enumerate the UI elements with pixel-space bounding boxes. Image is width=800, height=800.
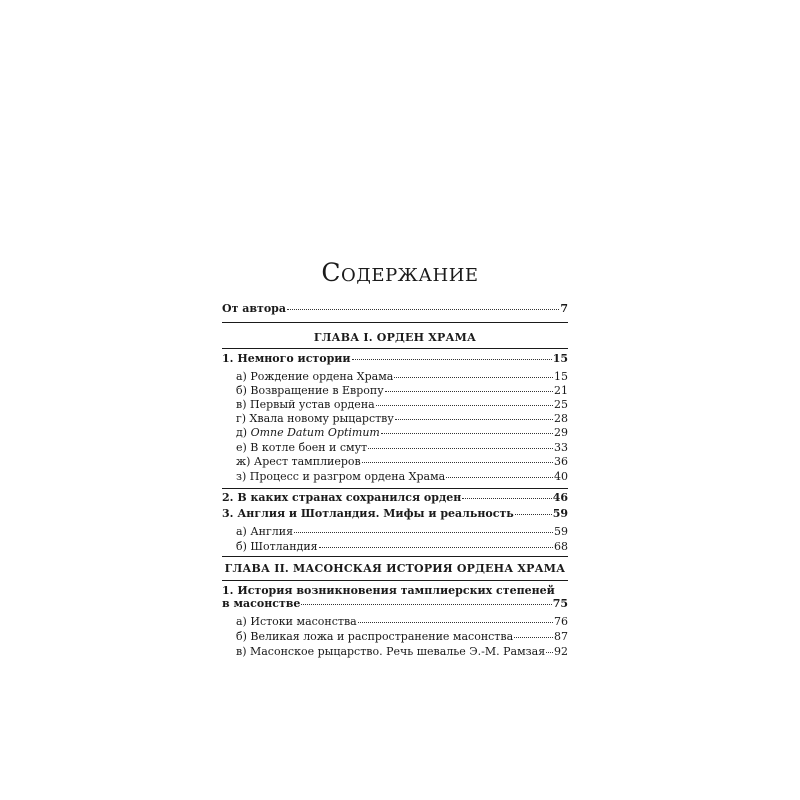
toc-subsection[interactable] <box>236 615 568 629</box>
toc-subsection[interactable] <box>236 630 568 644</box>
leader-dots <box>385 390 553 392</box>
divider-rule <box>222 322 568 323</box>
entry-page: 68 <box>554 540 568 553</box>
divider-rule <box>222 556 568 557</box>
entry-latin-title: Omne Datum Optimum <box>250 426 380 439</box>
entry-page: 21 <box>554 384 568 397</box>
leader-dots <box>514 636 553 638</box>
toc-entry-preface[interactable] <box>222 302 568 316</box>
toc-section[interactable] <box>222 507 568 521</box>
toc-subsection[interactable] <box>236 412 568 426</box>
leader-dots <box>515 513 552 515</box>
entry-label: з) Процесс и разгром ордена Храма <box>236 470 446 483</box>
entry-page: 33 <box>554 441 568 454</box>
toc-title: Содержание <box>321 258 479 287</box>
leader-dots <box>376 404 553 406</box>
entry-label: б) Шотландия <box>236 540 318 553</box>
leader-dots <box>301 603 551 605</box>
entry-label: а) Рождение ордена Храма <box>236 370 394 383</box>
chapter-heading: ГЛАВА I. ОРДЕН ХРАМА <box>313 331 477 344</box>
entry-label: б) Возвращение в Европу <box>236 384 384 397</box>
entry-label: е) В котле боен и смут <box>236 441 368 454</box>
entry-page: 76 <box>554 615 568 628</box>
entry-page: 7 <box>560 302 568 315</box>
leader-dots <box>358 621 553 623</box>
toc-subsection[interactable] <box>236 645 568 659</box>
divider-rule <box>222 348 568 349</box>
entry-page: 46 <box>552 491 568 504</box>
toc-section[interactable] <box>222 597 568 611</box>
leader-dots <box>446 476 553 478</box>
entry-label: в) Первый устав ордена <box>236 398 375 411</box>
entry-label: От автора <box>222 302 286 315</box>
entry-label: ж) Арест тамплиеров <box>236 455 361 468</box>
toc-section[interactable] <box>222 491 568 505</box>
entry-label: 1. Немного истории <box>222 352 351 365</box>
leader-dots <box>352 358 552 360</box>
toc-subsection[interactable] <box>236 470 568 484</box>
toc-subsection[interactable] <box>236 540 568 554</box>
entry-page: 25 <box>554 398 568 411</box>
entry-page: 15 <box>554 370 568 383</box>
leader-dots <box>395 418 553 420</box>
leader-dots <box>462 497 551 499</box>
leader-dots <box>319 546 553 548</box>
toc-subsection[interactable] <box>236 370 568 384</box>
entry-page: 75 <box>552 597 568 610</box>
leader-dots <box>362 461 553 463</box>
entry-page: 87 <box>554 630 568 643</box>
entry-page: 29 <box>554 426 568 439</box>
toc-subsection[interactable] <box>236 384 568 398</box>
entry-page: 40 <box>554 470 568 483</box>
leader-dots <box>294 531 553 533</box>
divider-rule <box>222 488 568 489</box>
entry-label: г) Хвала новому рыцарству <box>236 412 394 425</box>
toc-section[interactable] <box>222 352 568 366</box>
toc-subsection[interactable] <box>236 441 568 455</box>
entry-page: 59 <box>554 525 568 538</box>
entry-label: а) Англия <box>236 525 294 538</box>
toc-subsection[interactable] <box>236 455 568 469</box>
entry-page: 36 <box>554 455 568 468</box>
entry-label: 2. В каких странах сохранился орден <box>222 491 462 504</box>
divider-rule <box>222 580 568 581</box>
entry-prefix: д) <box>236 426 251 439</box>
entry-label: в) Масонское рыцарство. Речь шевалье Э.-М. Рамзая <box>236 645 546 658</box>
toc-subsection[interactable] <box>236 525 568 539</box>
leader-dots <box>546 651 553 653</box>
chapter-heading: ГЛАВА II. МАСОНСКАЯ ИСТОРИЯ ОРДЕНА ХРАМА <box>224 562 566 575</box>
leader-dots <box>394 376 553 378</box>
leader-dots <box>368 447 553 449</box>
toc-subsection[interactable] <box>236 398 568 412</box>
entry-page: 15 <box>552 352 568 365</box>
entry-page: 92 <box>554 645 568 658</box>
entry-label: в масонстве <box>222 597 301 610</box>
entry-label <box>236 426 380 440</box>
toc-subsection[interactable] <box>236 426 568 440</box>
toc-section-line1[interactable]: 1. История возникновения тамплиерских степеней <box>222 584 555 597</box>
entry-page: 59 <box>552 507 568 520</box>
leader-dots <box>287 308 559 310</box>
entry-label: 3. Англия и Шотландия. Мифы и реальность <box>222 507 514 520</box>
entry-label: а) Истоки масонства <box>236 615 357 628</box>
leader-dots <box>381 432 553 434</box>
entry-page: 28 <box>554 412 568 425</box>
entry-label: б) Великая ложа и распространение масонства <box>236 630 514 643</box>
